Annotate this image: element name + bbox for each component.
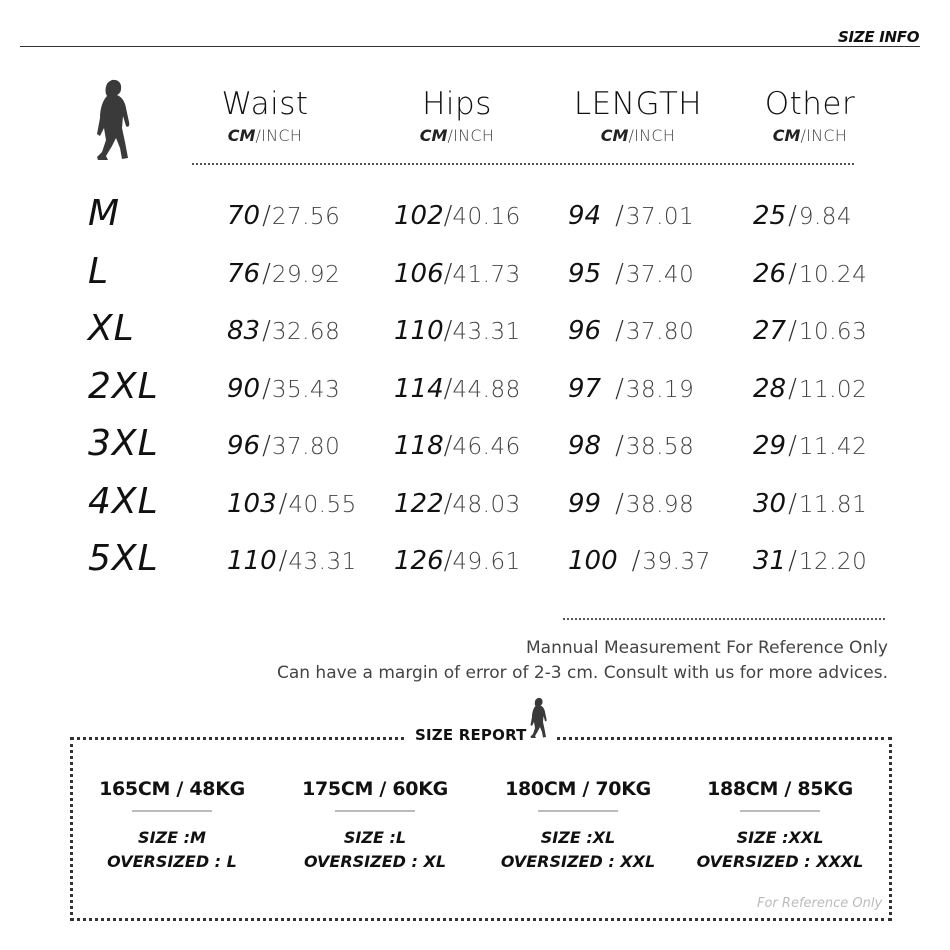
report-size: SIZE :M xyxy=(138,828,206,847)
cm-value: 90 xyxy=(227,374,261,404)
measurement-cell xyxy=(568,543,711,579)
measurement-cell xyxy=(568,198,694,234)
unit-cm: CM xyxy=(419,126,448,145)
size-report-item xyxy=(275,778,475,874)
inch-value: 40.16 xyxy=(452,204,521,230)
value-separator: / xyxy=(443,316,453,346)
value-separator: / xyxy=(262,431,271,461)
column-header-other xyxy=(725,86,895,146)
size-label: 5XL xyxy=(88,538,159,579)
size-label: L xyxy=(88,251,110,292)
cm-value: 96 xyxy=(227,431,261,461)
measurement-cell xyxy=(568,256,694,292)
value-separator: / xyxy=(631,546,641,576)
cm-value: 114 xyxy=(394,374,444,404)
report-size: SIZE :L xyxy=(343,828,407,847)
value-separator: / xyxy=(788,489,797,519)
inch-value: 41.73 xyxy=(452,262,521,288)
unit-cm: CM xyxy=(600,126,629,145)
inch-value: 11.42 xyxy=(798,434,868,460)
report-oversized: OVERSIZED : XXXL xyxy=(696,852,864,871)
measurement-cell xyxy=(753,313,867,349)
measurement-cell xyxy=(227,313,340,349)
value-separator: / xyxy=(788,431,797,461)
measurement-cell xyxy=(753,486,867,522)
column-title: Other xyxy=(764,86,856,122)
cm-value: 110 xyxy=(227,546,277,576)
page-title: SIZE INFO xyxy=(838,28,920,46)
notes-dotted-divider xyxy=(563,618,885,620)
value-separator: / xyxy=(443,431,453,461)
measurement-cell xyxy=(568,486,694,522)
inch-value: 37.40 xyxy=(625,262,695,288)
value-separator: / xyxy=(443,259,453,289)
reference-note: Mannual Measurement For Reference Only xyxy=(526,638,888,658)
inch-value: 40.55 xyxy=(288,492,357,518)
cm-value: 122 xyxy=(394,489,444,519)
measurement-cell xyxy=(394,428,521,464)
measurement-cell xyxy=(394,486,521,522)
unit-inch: INCH xyxy=(453,126,495,145)
measurement-cell xyxy=(227,256,340,292)
value-separator: / xyxy=(615,431,624,461)
unit-inch: INCH xyxy=(806,126,848,145)
measurement-cell xyxy=(568,371,694,407)
cm-value: 102 xyxy=(394,201,444,231)
column-units xyxy=(180,126,350,146)
measurement-cell xyxy=(394,371,521,407)
inch-value: 37.80 xyxy=(625,319,695,345)
cm-value: 98 xyxy=(568,431,602,461)
size-report-item xyxy=(680,778,880,874)
walking-ape-figure-icon xyxy=(528,694,550,742)
cm-value: 30 xyxy=(753,489,787,519)
cm-value: 27 xyxy=(753,316,787,346)
inch-value: 37.01 xyxy=(625,204,695,230)
value-separator: / xyxy=(615,489,624,519)
measurement-cell xyxy=(227,486,357,522)
inch-value: 27.56 xyxy=(271,204,341,230)
value-separator: / xyxy=(788,259,797,289)
report-oversized: OVERSIZED : L xyxy=(107,852,237,871)
cm-value: 83 xyxy=(227,316,261,346)
header-dotted-divider xyxy=(192,163,854,165)
report-size: SIZE :XL xyxy=(540,828,616,847)
measurement-cell xyxy=(227,428,340,464)
value-separator: / xyxy=(278,546,288,576)
measurement-cell xyxy=(394,543,521,579)
value-separator: / xyxy=(262,259,271,289)
column-units xyxy=(553,126,723,146)
measurement-cell xyxy=(394,313,521,349)
value-separator: / xyxy=(262,201,271,231)
column-title: LENGTH xyxy=(573,86,703,122)
report-measure: 165CM / 48KG xyxy=(99,778,245,800)
inch-value: 39.37 xyxy=(642,549,711,575)
cm-value: 100 xyxy=(568,546,618,576)
cm-value: 76 xyxy=(227,259,261,289)
column-units xyxy=(372,126,542,146)
value-separator: / xyxy=(788,374,797,404)
size-label: M xyxy=(88,193,121,234)
size-label: 3XL xyxy=(88,423,159,464)
unit-separator: / xyxy=(628,126,635,145)
margin-note: Can have a margin of error of 2-3 cm. Consult with us for more advices. xyxy=(276,663,888,683)
cm-value: 110 xyxy=(394,316,444,346)
size-label: 2XL xyxy=(88,366,159,407)
report-measure: 180CM / 70KG xyxy=(505,778,651,800)
measurement-cell xyxy=(227,198,340,234)
size-report-item xyxy=(478,778,678,874)
report-measure: 188CM / 85KG xyxy=(707,778,853,800)
report-measure: 175CM / 60KG xyxy=(302,778,448,800)
value-separator: / xyxy=(443,489,453,519)
inch-value: 9.84 xyxy=(798,204,853,230)
inch-value: 11.02 xyxy=(798,377,868,403)
cm-value: 94 xyxy=(568,201,602,231)
column-title: Waist xyxy=(221,86,309,122)
measurement-cell xyxy=(394,256,521,292)
size-label: 4XL xyxy=(88,481,159,522)
column-units xyxy=(725,126,895,146)
cm-value: 28 xyxy=(753,374,787,404)
measurement-cell xyxy=(753,371,867,407)
report-oversized: OVERSIZED : XXL xyxy=(500,852,656,871)
measurement-cell xyxy=(227,371,340,407)
walking-ape-figure-icon xyxy=(92,78,136,162)
inch-value: 38.98 xyxy=(625,492,695,518)
value-separator: / xyxy=(443,201,453,231)
inch-value: 37.80 xyxy=(271,434,341,460)
unit-separator: / xyxy=(255,126,262,145)
report-divider xyxy=(740,810,820,812)
inch-value: 43.31 xyxy=(288,549,357,575)
value-separator: / xyxy=(788,546,797,576)
inch-value: 38.19 xyxy=(625,377,695,403)
value-separator: / xyxy=(788,316,797,346)
inch-value: 48.03 xyxy=(452,492,521,518)
report-size: SIZE :XXL xyxy=(736,828,824,847)
unit-separator: / xyxy=(800,126,807,145)
report-divider xyxy=(335,810,415,812)
measurement-cell xyxy=(394,198,521,234)
unit-inch: INCH xyxy=(261,126,303,145)
inch-value: 44.88 xyxy=(452,377,521,403)
inch-value: 29.92 xyxy=(271,262,341,288)
size-report-item xyxy=(72,778,272,874)
inch-value: 10.63 xyxy=(798,319,868,345)
cm-value: 29 xyxy=(753,431,787,461)
unit-separator: / xyxy=(447,126,454,145)
size-report-title: SIZE REPORT xyxy=(415,726,527,744)
cm-value: 95 xyxy=(568,259,602,289)
measurement-cell xyxy=(753,198,852,234)
cm-value: 103 xyxy=(227,489,277,519)
header-divider xyxy=(20,46,920,47)
measurement-cell xyxy=(753,256,867,292)
inch-value: 38.58 xyxy=(625,434,695,460)
column-title: Hips xyxy=(422,86,492,122)
cm-value: 26 xyxy=(753,259,787,289)
inch-value: 43.31 xyxy=(452,319,521,345)
measurement-cell xyxy=(568,428,694,464)
value-separator: / xyxy=(615,316,624,346)
value-separator: / xyxy=(443,374,453,404)
cm-value: 25 xyxy=(753,201,787,231)
size-label: XL xyxy=(88,308,135,349)
cm-value: 99 xyxy=(568,489,602,519)
measurement-cell xyxy=(753,428,867,464)
cm-value: 70 xyxy=(227,201,261,231)
value-separator: / xyxy=(788,201,797,231)
inch-value: 12.20 xyxy=(798,549,868,575)
cm-value: 97 xyxy=(568,374,602,404)
report-oversized: OVERSIZED : XL xyxy=(303,852,447,871)
report-divider xyxy=(538,810,618,812)
cm-value: 118 xyxy=(394,431,444,461)
measurement-cell xyxy=(753,543,867,579)
inch-value: 35.43 xyxy=(271,377,341,403)
value-separator: / xyxy=(278,489,288,519)
cm-value: 106 xyxy=(394,259,444,289)
unit-inch: INCH xyxy=(634,126,676,145)
inch-value: 11.81 xyxy=(798,492,868,518)
measurement-cell xyxy=(227,543,357,579)
report-divider xyxy=(132,810,212,812)
value-separator: / xyxy=(262,316,271,346)
cm-value: 96 xyxy=(568,316,602,346)
column-header-length xyxy=(553,86,723,146)
column-header-hips xyxy=(372,86,542,146)
reference-footnote: For Reference Only xyxy=(757,896,883,911)
value-separator: / xyxy=(615,201,624,231)
unit-cm: CM xyxy=(772,126,801,145)
unit-cm: CM xyxy=(227,126,256,145)
value-separator: / xyxy=(262,374,271,404)
measurement-cell xyxy=(568,313,694,349)
inch-value: 49.61 xyxy=(452,549,521,575)
inch-value: 32.68 xyxy=(271,319,341,345)
value-separator: / xyxy=(443,546,453,576)
column-header-waist xyxy=(180,86,350,146)
inch-value: 46.46 xyxy=(452,434,521,460)
value-separator: / xyxy=(615,259,624,289)
cm-value: 31 xyxy=(753,546,787,576)
inch-value: 10.24 xyxy=(798,262,868,288)
value-separator: / xyxy=(615,374,624,404)
cm-value: 126 xyxy=(394,546,444,576)
